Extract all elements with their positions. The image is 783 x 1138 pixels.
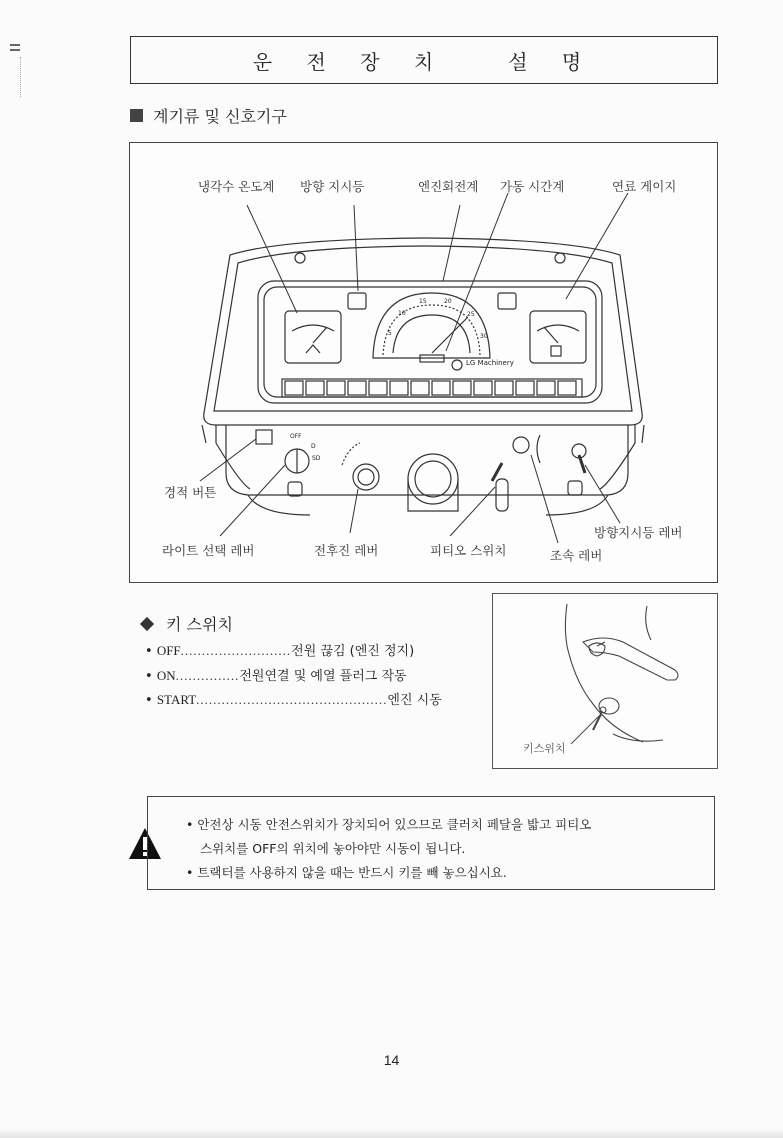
turn-signal-lever-label: 방향지시등 레버 bbox=[594, 525, 683, 540]
warning-box bbox=[147, 796, 715, 890]
binding-marks bbox=[10, 40, 22, 100]
horn-button-label: 경적 버튼 bbox=[164, 485, 217, 500]
key-desc: 엔진 시동 bbox=[387, 693, 442, 708]
key-switch-figure bbox=[492, 593, 718, 769]
page-title-box bbox=[130, 36, 718, 84]
leader-dots: ............... bbox=[175, 668, 240, 683]
page-number: 14 bbox=[383, 1052, 400, 1068]
section-heading-label: 계기류 및 신호기구 bbox=[153, 107, 287, 126]
key-item-on bbox=[145, 665, 407, 684]
shuttle-lever-label: 전후진 레버 bbox=[314, 543, 379, 558]
key-desc: 전원연결 및 예열 플러그 작동 bbox=[239, 669, 407, 684]
switch-pos-sd: SD bbox=[312, 455, 321, 462]
fuel-gauge-label: 연료 게이지 bbox=[612, 179, 677, 194]
key-switch-figure-label: 키스위치 bbox=[523, 742, 566, 755]
switch-pos-off: OFF bbox=[290, 433, 302, 440]
bullet-dot: • bbox=[145, 644, 157, 659]
tach-tick-25: 25 bbox=[467, 311, 475, 318]
key-switch-heading-label: 키 스위치 bbox=[166, 615, 233, 634]
tach-tick-5: 5 bbox=[388, 330, 392, 337]
tach-tick-10: 10 bbox=[398, 310, 406, 317]
tachometer-label: 엔진회전계 bbox=[418, 179, 479, 194]
tach-tick-20: 20 bbox=[444, 298, 452, 305]
leader-dots: ............................................. bbox=[196, 692, 388, 707]
coolant-temp-label: 냉각수 온도계 bbox=[198, 179, 275, 194]
section-heading bbox=[130, 104, 287, 127]
page-title: 운 전 장 치 설 명 bbox=[252, 49, 596, 74]
dashboard-illustration bbox=[130, 143, 717, 582]
warning-line-1: • 안전상 시동 안전스위치가 장치되어 있으므로 클러치 페달을 밟고 피티오 bbox=[186, 817, 592, 832]
warning-line-3: • 트랙터를 사용하지 않을 때는 반드시 키를 빼 놓으십시요. bbox=[186, 865, 507, 880]
hour-meter-label: 가동 시간계 bbox=[500, 179, 565, 194]
instrument-panel-figure bbox=[129, 142, 718, 583]
leader-dots: .......................... bbox=[180, 643, 292, 658]
bullet-dot: • bbox=[145, 693, 157, 708]
tach-tick-15: 15 bbox=[419, 298, 427, 305]
pto-switch-label: 피티오 스위치 bbox=[430, 543, 507, 558]
throttle-lever-label: 조속 레버 bbox=[550, 548, 603, 563]
scan-edge bbox=[0, 1128, 783, 1138]
warning-line-2: 스위치를 OFF의 위치에 놓아야만 시동이 됩니다. bbox=[200, 841, 466, 856]
key-term: START bbox=[156, 692, 197, 707]
key-item-off bbox=[145, 640, 414, 659]
key-term: OFF bbox=[156, 643, 181, 658]
key-term: ON bbox=[156, 668, 176, 683]
key-desc: 전원 끊김 (엔진 정지) bbox=[291, 644, 415, 659]
brand-text: LG Machinery bbox=[466, 359, 514, 367]
square-bullet-icon bbox=[130, 109, 143, 122]
switch-pos-d: D bbox=[311, 443, 316, 450]
key-switch-heading bbox=[140, 612, 233, 635]
key-item-start bbox=[145, 689, 442, 708]
bullet-dot: • bbox=[145, 669, 157, 684]
light-lever-label: 라이트 선택 레버 bbox=[162, 543, 255, 558]
turn-indicator-label: 방향 지시등 bbox=[300, 179, 365, 194]
tach-tick-30: 30 bbox=[480, 333, 488, 340]
diamond-bullet-icon bbox=[140, 616, 154, 630]
